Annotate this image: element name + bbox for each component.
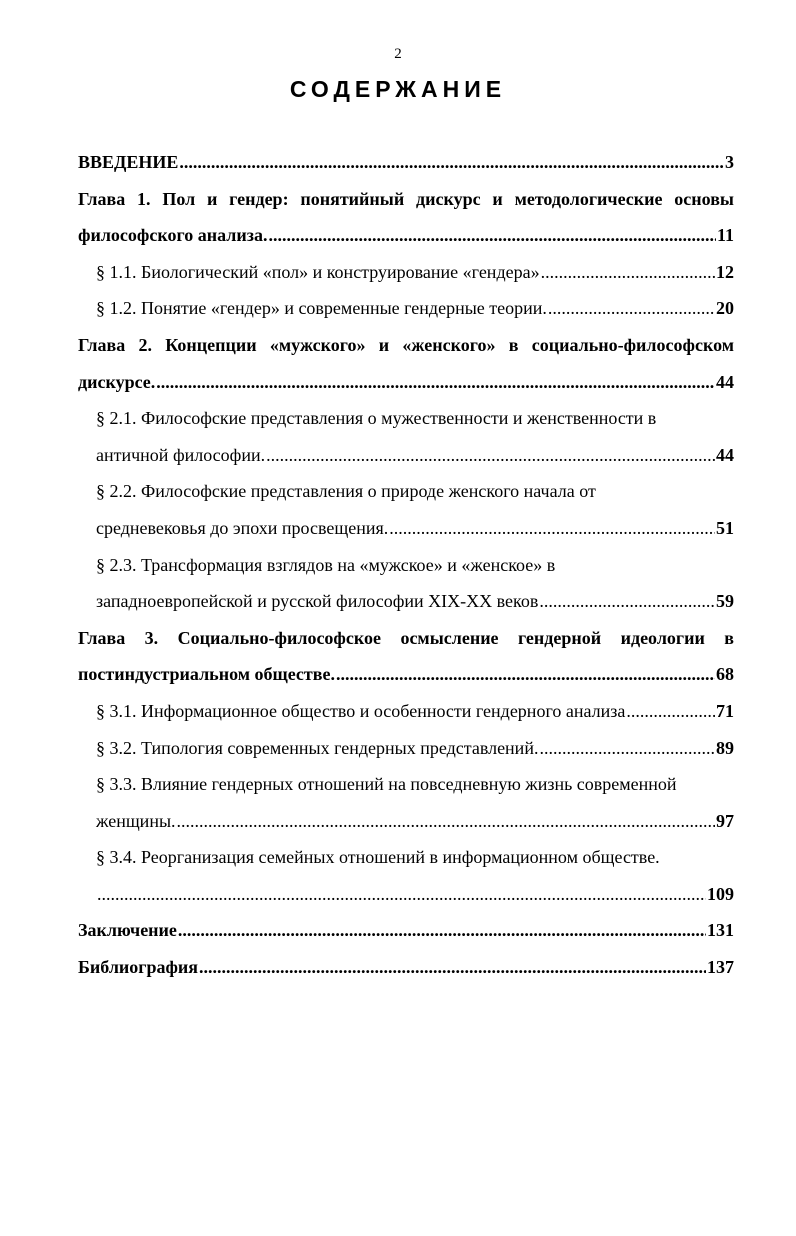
toc-label: Заключение — [78, 920, 177, 941]
toc-leader — [268, 217, 716, 254]
toc-page-number: 59 — [716, 591, 734, 612]
toc-page-number: 89 — [716, 737, 734, 758]
toc-label: § 3.2. Типология современных гендерных представлений. — [96, 737, 539, 758]
toc-label: Глава 1. Пол и гендер: понятийный дискурс и методологические основы — [78, 188, 734, 209]
toc-label: § 3.4. Реорганизация семейных отношений в информационном обществе. — [96, 847, 660, 868]
toc-leader — [539, 730, 715, 767]
toc-leader — [199, 949, 706, 986]
toc-entry-section-1-1 — [78, 254, 734, 291]
toc-label: Библиография — [78, 957, 199, 978]
toc-label: § 1.1. Биологический «пол» и конструирование «гендера» — [96, 261, 540, 282]
toc-page-number: 20 — [716, 298, 734, 319]
toc-label-continuation: античной философии. — [96, 444, 266, 465]
toc-leader — [177, 803, 715, 840]
toc-leader — [336, 656, 715, 693]
toc-entry-section-3-4 — [78, 839, 734, 912]
toc-label: § 2.1. Философские представления о мужественности и женственности в — [96, 408, 657, 429]
toc-leader — [97, 876, 706, 913]
toc-label: Глава 2. Концепции «мужского» и «женского» в социально-философском — [78, 334, 734, 355]
toc-label: ВВЕДЕНИЕ — [78, 152, 179, 172]
toc-label-continuation: западноевропейской и русской философии XIX-XX веков — [96, 591, 539, 612]
toc-page-number: 44 — [716, 371, 734, 392]
page-title: СОДЕРЖАНИЕ — [289, 76, 507, 102]
toc-leader — [548, 290, 715, 327]
toc-entry-section-2-2 — [78, 473, 734, 546]
toc-label-continuation: дискурсе. — [78, 371, 156, 392]
toc-leader — [539, 583, 715, 620]
toc-label: Глава 3. Социально-философское осмысление гендерной идеологии в — [78, 627, 734, 648]
toc-page-number: 3 — [725, 152, 734, 172]
toc-label-continuation: постиндустриальном обществе. — [78, 664, 335, 685]
toc-entry-section-3-1 — [78, 693, 734, 730]
toc-entry-section-3-3 — [78, 766, 734, 839]
toc-entry-intro — [78, 144, 734, 181]
toc-entry-chapter-2 — [78, 327, 734, 400]
toc-page-number: 71 — [716, 700, 734, 721]
toc-leader — [178, 912, 706, 949]
toc-label: § 1.2. Понятие «гендер» и современные гендерные теории. — [96, 298, 547, 319]
toc-page-number: 109 — [707, 883, 734, 904]
toc-entry-chapter-1 — [78, 181, 734, 254]
toc-label: § 3.3. Влияние гендерных отношений на повседневную жизнь современной — [96, 774, 677, 795]
toc-page-number: 51 — [716, 517, 734, 538]
toc-leader — [541, 254, 715, 291]
page-number: 2 — [394, 46, 402, 62]
toc-page-number: 131 — [707, 920, 734, 941]
toc-leader — [266, 437, 715, 474]
toc-label: § 3.1. Информационное общество и особенности гендерного анализа — [96, 700, 626, 721]
toc-entry-section-3-2 — [78, 730, 734, 767]
toc-page-number: 12 — [716, 261, 734, 282]
toc-page-number: 137 — [707, 957, 734, 978]
toc-page-number: 68 — [716, 664, 734, 685]
toc-page-number: 97 — [716, 810, 734, 831]
toc-label: § 2.3. Трансформация взглядов на «мужское» и «женское» в — [96, 554, 556, 575]
toc-page-number: 44 — [716, 444, 734, 465]
toc-leader — [156, 364, 715, 401]
toc-entry-section-2-3 — [78, 547, 734, 620]
toc-label-continuation: средневековья до эпохи просвещения. — [96, 517, 389, 538]
toc-label: § 2.2. Философские представления о природе женского начала от — [96, 481, 596, 502]
toc-entry-bibliography — [78, 949, 734, 986]
table-of-contents — [78, 144, 734, 986]
toc-entry-chapter-3 — [78, 620, 734, 693]
toc-leader — [179, 144, 724, 181]
toc-label-continuation: философского анализа. — [78, 225, 268, 246]
toc-label-continuation: женщины. — [96, 810, 176, 831]
toc-entry-section-2-1 — [78, 400, 734, 473]
toc-entry-section-1-2 — [78, 290, 734, 327]
toc-page-number: 11 — [716, 225, 734, 246]
toc-entry-conclusion — [78, 912, 734, 949]
toc-leader — [626, 693, 715, 730]
toc-leader — [389, 510, 715, 547]
